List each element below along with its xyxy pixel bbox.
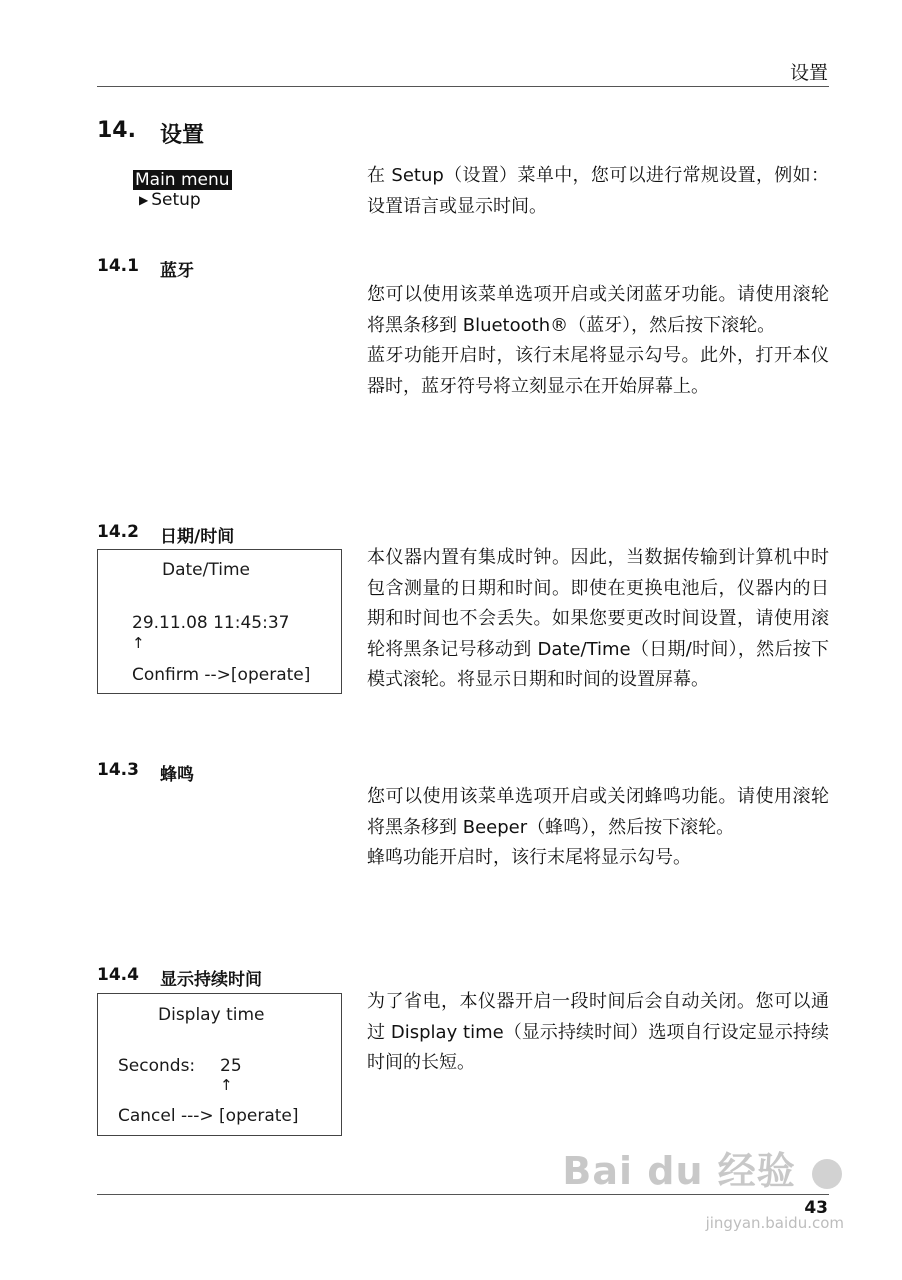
watermark-logo — [562, 1140, 844, 1195]
watermark-url: jingyan.baidu.com — [705, 1214, 844, 1232]
section-number: 14. — [97, 118, 136, 143]
section-title: 设置 — [160, 123, 205, 148]
beeper-title: 蜂鸣 — [160, 765, 194, 785]
main-menu-highlight: Main menu — [135, 170, 230, 190]
watermark-text: Bai du 经验 — [562, 1149, 796, 1193]
beeper-number: 14.3 — [97, 760, 139, 780]
display-time-text: 为了省电，本仪器开启一段时间后会自动关闭。您可以通过 Display time（显示持续时间）选项自行设定显示持续时间的长短。 — [367, 991, 829, 1073]
bluetooth-title: 蓝牙 — [160, 261, 194, 281]
bluetooth-paragraph-2: 蓝牙功能开启时，该行末尾将显示勾号。此外，打开本仪器时，蓝牙符号将立刻显示在开始屏幕上。 — [367, 345, 829, 397]
setup-label: Setup — [151, 190, 201, 210]
datetime-number: 14.2 — [97, 522, 139, 542]
setup-menu-item — [133, 190, 232, 210]
display-time-number: 14.4 — [97, 965, 139, 985]
display-time-screen — [97, 993, 342, 1136]
beeper-paragraph-2: 蜂鸣功能开启时，该行末尾将显示勾号。 — [367, 847, 691, 868]
seconds-value: 25 — [220, 1056, 242, 1076]
running-header: 设置 — [789, 62, 828, 84]
datetime-screen-value: 29.11.08 11:45:37 — [132, 613, 290, 633]
paw-icon — [812, 1159, 842, 1189]
intro-text: 在 Setup（设置）菜单中，您可以进行常规设置，例如：设置语言或显示时间。 — [367, 165, 829, 217]
bluetooth-text — [367, 280, 829, 402]
up-arrow-icon: ↑ — [132, 634, 145, 652]
datetime-screen-title: Date/Time — [162, 560, 250, 580]
display-time-screen-title: Display time — [158, 1005, 265, 1025]
display-time-title: 显示持续时间 — [160, 970, 262, 990]
bluetooth-number: 14.1 — [97, 256, 139, 276]
datetime-screen-action: Confirm -->[operate] — [132, 665, 311, 685]
seconds-label: Seconds: — [118, 1056, 196, 1076]
datetime-title: 日期/时间 — [160, 527, 235, 547]
header-rule — [97, 86, 829, 87]
triangle-right-icon: ▶ — [139, 193, 149, 207]
display-time-screen-action: Cancel ---> [operate] — [118, 1106, 299, 1126]
up-arrow-icon: ↑ — [220, 1076, 233, 1094]
beeper-paragraph-1: 您可以使用该菜单选项开启或关闭蜂鸣功能。请使用滚轮将黑条移到 Beeper（蜂鸣），然后按下滚轮。 — [367, 786, 829, 838]
bluetooth-paragraph-1: 您可以使用该菜单选项开启或关闭蓝牙功能。请使用滚轮将黑条移到 Bluetooth®（蓝牙），然后按下滚轮。 — [367, 284, 829, 336]
beeper-text — [367, 782, 829, 874]
main-menu-screen — [133, 170, 232, 210]
datetime-text: 本仪器内置有集成时钟。因此，当数据传输到计算机中时包含测量的日期和时间。即使在更换电池后，仪器内的日期和时间也不会丢失。如果您要更改时间设置，请使用滚轮将黑条记号移动到 Date/Time（日期/时间），然后按下模式滚轮。将显示日期和时间的设置屏幕。 — [367, 547, 829, 690]
datetime-screen — [97, 549, 342, 694]
page-number: 43 — [804, 1198, 828, 1218]
